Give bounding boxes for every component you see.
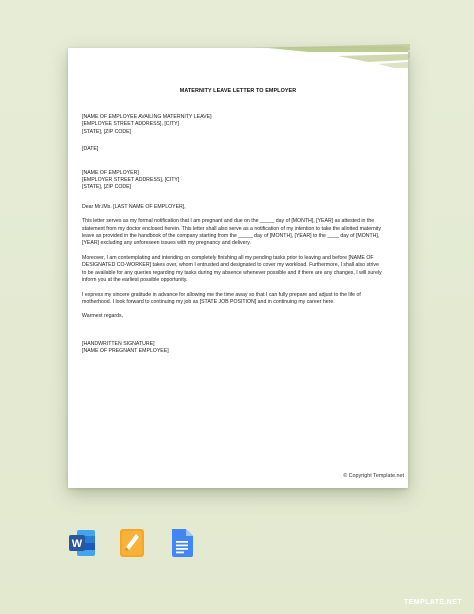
salutation bbox=[82, 204, 382, 211]
format-icons bbox=[68, 528, 196, 558]
paragraph-2 bbox=[82, 255, 382, 285]
paragraph-text: I express my sincere gratitude in advance for allowing me the time away so that I can fully prepare and adjust to the life of motherhood. I look forward to continuing my job as [STATE JOB POSITION] and in continuing my career here. bbox=[82, 291, 361, 305]
sender-line: [NAME OF EMPLOYEE AVAILING MATERNITY LEAVE] bbox=[82, 114, 212, 120]
word-icon[interactable] bbox=[68, 528, 96, 558]
signature-line: [NAME OF PREGNANT EMPLOYEE] bbox=[82, 348, 169, 355]
paragraph-text: Moreover, I am contemplating and intending on completely finishing all my pending tasks prior to leaving and before [NAME OF DESIGNATED CO-WORKER] takes over, whom I entrusted and designated to cover my workload. Furthermore, I shall also strive to be available for any queries regarding my tasks during my absence whenever possible and if there are any changes, I will surely inform you at the earliest possible opportunity. bbox=[82, 254, 382, 284]
word-letter: W bbox=[71, 538, 83, 550]
sender-address bbox=[82, 114, 382, 136]
paragraph-text: This letter serves as my formal notification that I am pregnant and due on the _____ day of [MONTH], [YEAR] as attested in the statement from my doctor enclosed herein. This letter shall also serve as a notification of my intention to take the allotted maternity leave as provided in the handbook of the company starting from the _____ day of [MONTH], [YEAR] to the ____ day of [MONTH], [YEAR] excluding any unforeseen issues with my pregnancy and delivery. bbox=[82, 218, 381, 247]
document-title: MATERNITY LEAVE LETTER TO EMPLOYER bbox=[179, 88, 297, 94]
signature-block bbox=[82, 341, 382, 356]
closing-text: Warmest regards, bbox=[82, 313, 124, 320]
paragraph-1 bbox=[82, 218, 382, 248]
sender-line: [STATE], [ZIP CODE] bbox=[82, 128, 131, 135]
closing bbox=[82, 313, 382, 320]
pages-icon[interactable] bbox=[118, 528, 146, 558]
paragraph-3 bbox=[82, 292, 382, 307]
copyright-notice: © Copyright Template.net bbox=[343, 473, 404, 479]
page-corner-decoration bbox=[268, 48, 408, 88]
brand-logo: TEMPLATE.NET bbox=[404, 599, 462, 606]
sender-line: [EMPLOYEE STREET ADDRESS], [CITY] bbox=[82, 121, 180, 128]
recipient-line: [STATE], [ZIP CODE] bbox=[82, 184, 131, 191]
signature-line: [HANDWRITTEN SIGNATURE] bbox=[82, 340, 155, 347]
recipient-address bbox=[82, 170, 382, 192]
google-docs-icon[interactable] bbox=[168, 528, 196, 558]
recipient-line: [EMPLOYER STREET ADDRESS], [CITY] bbox=[82, 177, 180, 184]
letter-date bbox=[82, 146, 382, 153]
date-text: [DATE] bbox=[82, 146, 99, 153]
letter-body bbox=[82, 114, 382, 363]
salutation-text: Dear Mr./Ms. [LAST NAME OF EMPLOYER], bbox=[82, 203, 186, 210]
recipient-line: [NAME OF EMPLOYER] bbox=[82, 169, 139, 176]
